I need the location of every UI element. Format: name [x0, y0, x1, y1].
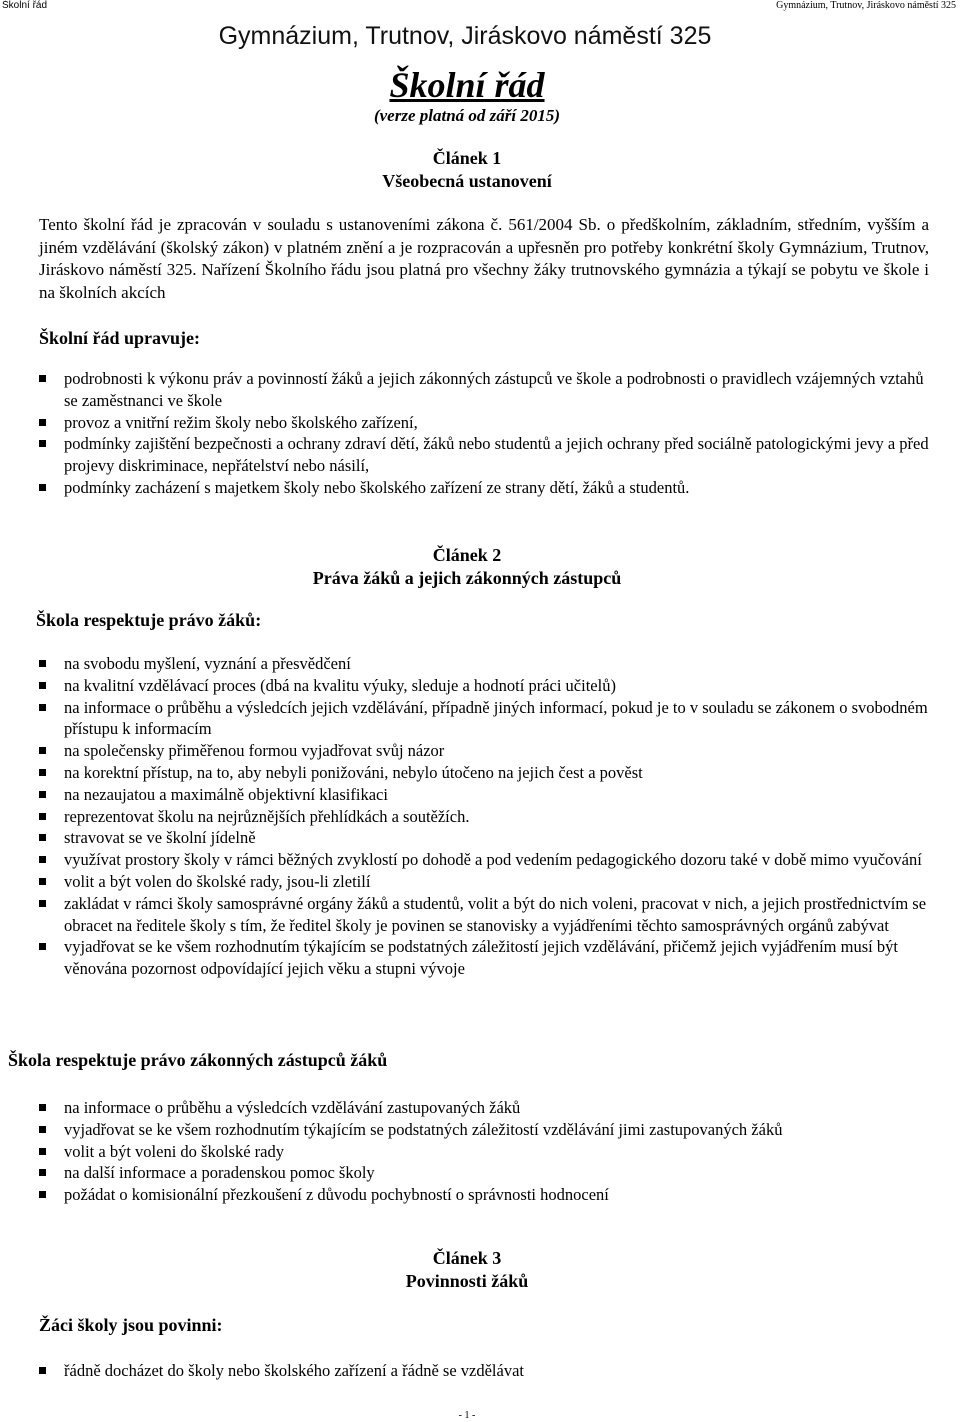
list-item: na svobodu myšlení, vyznání a přesvědčení	[36, 653, 931, 675]
list-item: na další informace a poradenskou pomoc školy	[36, 1162, 931, 1184]
list-item: podrobnosti k výkonu práv a povinností žáků a jejich zákonných zástupců ve škole a podrobnosti o pravidlech vzájemných vztahů se zaměstnanci ve škole	[36, 368, 931, 412]
list-item: na korektní přístup, na to, aby nebyli ponižováni, nebylo útočeno na jejich čest a pověst	[36, 762, 931, 784]
page-number: - 1 -	[458, 1410, 476, 1421]
article3-number: Článek 3	[432, 1248, 502, 1268]
guardians-rights-list	[36, 1097, 931, 1206]
list-item: vyjadřovat se ke všem rozhodnutím týkajícím se podstatných záležitostí vzdělávání jimi zastupovaných žáků	[36, 1119, 931, 1141]
list-item: řádně docházet do školy nebo školského zařízení a řádně se vzdělávat	[36, 1360, 931, 1382]
article1-list	[36, 368, 931, 499]
list-item: reprezentovat školu na nejrůznějších přehlídkách a soutěžích.	[36, 806, 931, 828]
list-item: zakládat v rámci školy samosprávné orgány žáků a studentů, volit a být do nich voleni, pracovat v nich, a jejich prostřednictvím se obracet na ředitele školy s tím, že ředitel školy je povinen se stanovisky a vyjádřeními těchto samosprávných orgánů zabývat	[36, 893, 931, 937]
article2-number: Článek 2	[432, 545, 502, 565]
list-item: volit a být volen do školské rady, jsou-li zletilí	[36, 871, 931, 893]
list-item: na kvalitní vzdělávací proces (dbá na kvalitu výuky, sleduje a hodnotí práci učitelů)	[36, 675, 931, 697]
list-item: vyjadřovat se ke všem rozhodnutím týkajícím se podstatných záležitostí jejich vzdělávání, přičemž jejich vyjádřením musí být věnována pozornost odpovídající jejich věku a stupni vývoje	[36, 936, 931, 980]
header-left: Školní řád	[2, 0, 48, 11]
article3-list	[36, 1360, 931, 1382]
list-item: na nezaujatou a maximálně objektivní klasifikaci	[36, 784, 931, 806]
students-rights-list	[36, 653, 931, 980]
article1-subhead: Školní řád upravuje:	[39, 328, 201, 348]
article1-intro: Tento školní řád je zpracován v souladu s ustanoveními zákona č. 561/2004 Sb. o předškolním, základním, středním, vyšším a jiném vzdělávání (školský zákon) v platném znění a je rozpracován a upřesněn pro potřeby konkrétní školy Gymnázium, Trutnov, Jiráskovo náměstí 325. Nařízení Školního řádu jsou platná pro všechny žáky trutnovského gymnázia a týkají se pobytu ve škole i na školních akcích	[39, 215, 929, 302]
list-item: stravovat se ve školní jídelně	[36, 827, 931, 849]
list-item: provoz a vnitřní režim školy nebo školského zařízení,	[36, 412, 931, 434]
list-item: podmínky zacházení s majetkem školy nebo školského zařízení ze strany dětí, žáků a studentů.	[36, 477, 931, 499]
list-item: volit a být voleni do školské rady	[36, 1141, 931, 1163]
list-item: na informace o průběhu a výsledcích jejich vzdělávání, případně jiných informací, pokud je to v souladu se zákonem o svobodném přístupu k informacím	[36, 697, 931, 741]
list-item: na společensky přiměřenou formou vyjadřovat svůj názor	[36, 740, 931, 762]
list-item: využívat prostory školy v rámci běžných zvyklostí po dohodě a pod vedením pedagogického dozoru také v době mimo vyučování	[36, 849, 931, 871]
document-version: (verze platná od září 2015)	[373, 106, 561, 125]
article3-subhead: Žáci školy jsou povinni:	[39, 1315, 223, 1335]
list-item: podmínky zajištění bezpečnosti a ochrany zdraví dětí, žáků nebo studentů a jejich ochrany před sociálně patologickými jevy a před projevy diskriminace, nepřátelství nebo násilí,	[36, 433, 931, 477]
article3-name: Povinnosti žáků	[405, 1271, 529, 1291]
list-item: na informace o průběhu a výsledcích vzdělávání zastupovaných žáků	[36, 1097, 931, 1119]
document-title: Školní řád	[389, 65, 545, 105]
article1-number: Článek 1	[432, 148, 502, 168]
header-right: Gymnázium, Trutnov, Jiráskovo náměstí 325	[776, 0, 956, 11]
students-rights-head: Škola respektuje právo žáků:	[36, 610, 262, 630]
list-item: požádat o komisionální přezkoušení z důvodu pochybností o správnosti hodnocení	[36, 1184, 931, 1206]
guardians-rights-head: Škola respektuje právo zákonných zástupců žáků	[8, 1050, 388, 1070]
article1-name: Všeobecná ustanovení	[382, 171, 552, 191]
school-title: Gymnázium, Trutnov, Jiráskovo náměstí 325	[218, 22, 712, 50]
article2-name: Práva žáků a jejich zákonných zástupců	[312, 568, 622, 588]
